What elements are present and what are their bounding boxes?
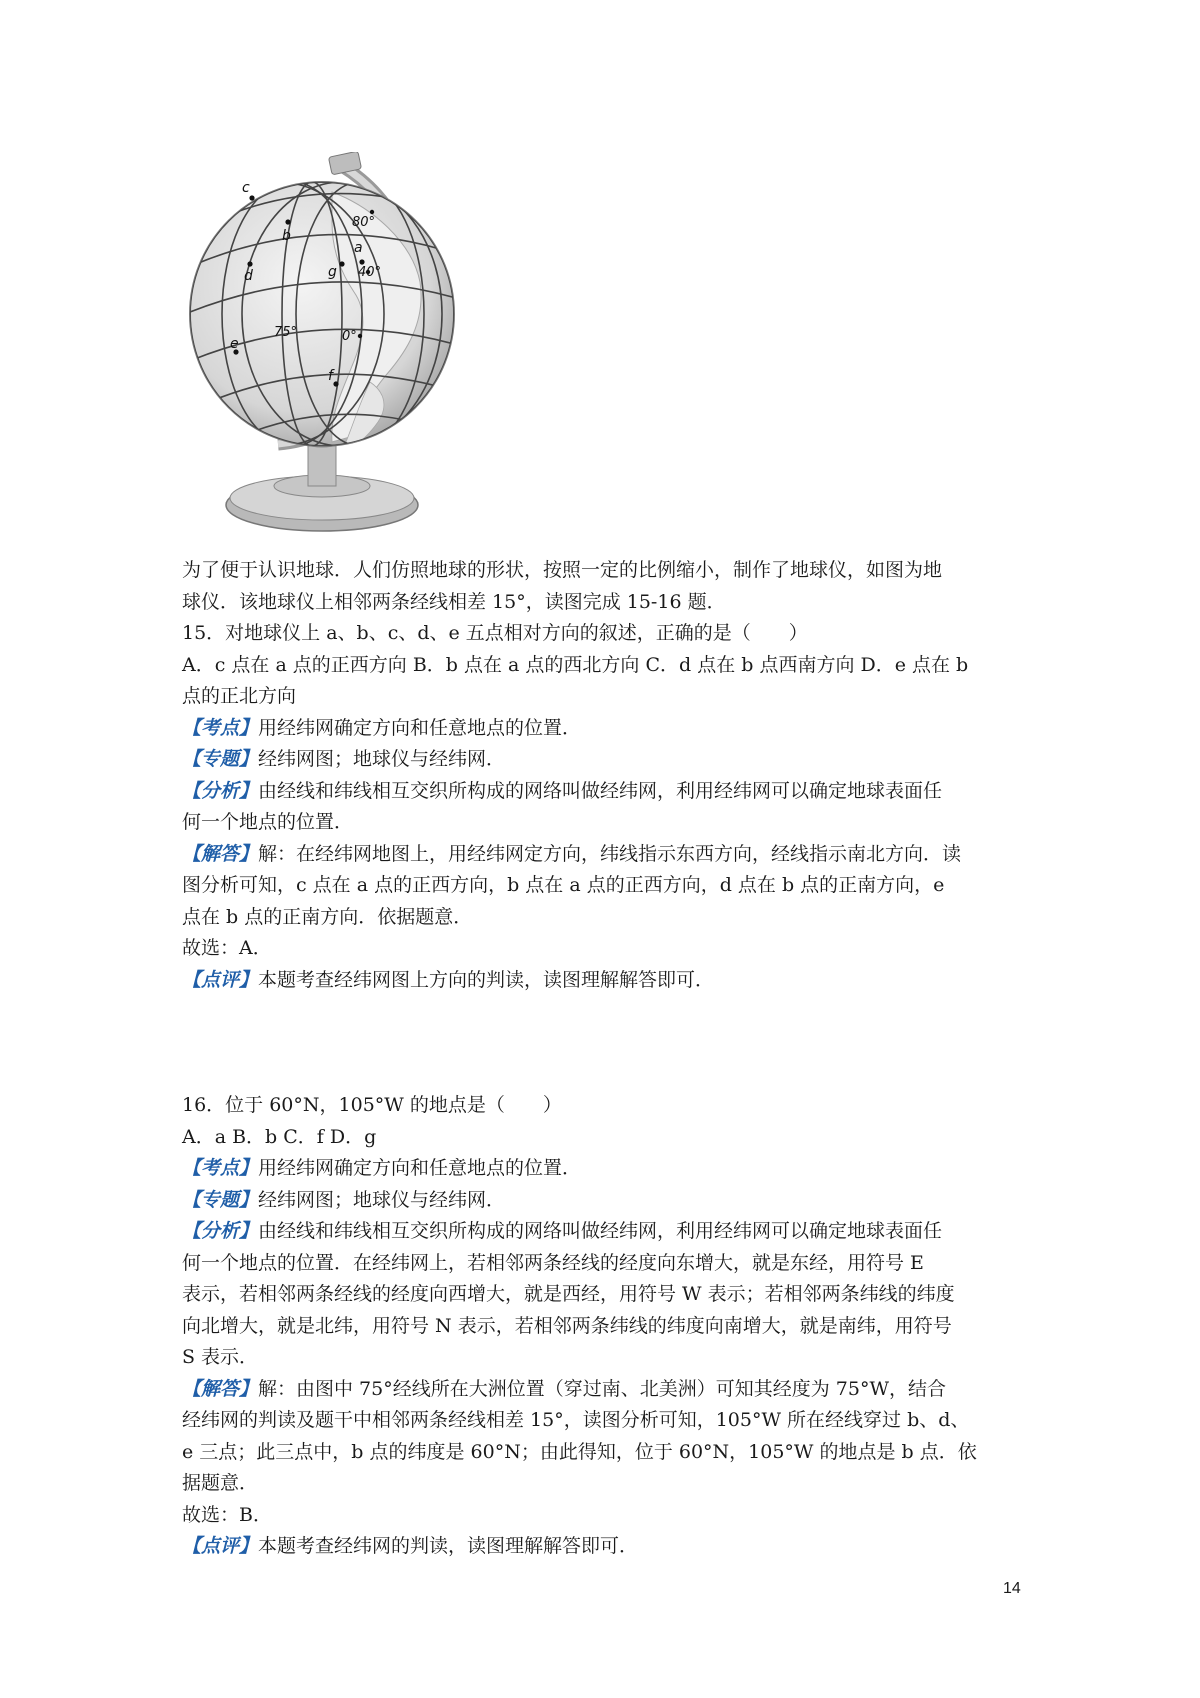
q16-kaodian	[182, 1153, 1027, 1185]
q16-dianping	[182, 1531, 1027, 1563]
label-f: f	[328, 368, 333, 384]
q15-kaodian-text: 用经纬网确定方向和任意地点的位置．	[258, 716, 582, 739]
point-0-marker	[358, 334, 362, 338]
q16-fenxi-line-2: 何一个地点的位置．在经纬网上，若相邻两条经线的经度向东增大，就是东经，用符号 E	[182, 1251, 924, 1274]
label-b: b	[282, 228, 291, 244]
globe-sphere	[182, 182, 456, 448]
label-80: 80°	[352, 215, 376, 230]
q16-fenxi-tag: 【分析】	[182, 1220, 259, 1242]
q16-jieda-line-2: 经纬网的判读及题干中相邻两条经线相差 15°，读图分析可知，105°W 所在经线穿过 b、d、	[182, 1409, 970, 1431]
q15-jieda-tag: 【解答】	[182, 842, 259, 865]
q16-zhuanti-tag: 【专题】	[182, 1188, 259, 1211]
q16-zhuanti	[182, 1185, 1027, 1217]
q15-fenxi-tag: 【分析】	[182, 779, 259, 802]
point-g-marker	[339, 261, 344, 266]
q16-fenxi-line-5: S 表示．	[182, 1346, 259, 1368]
q16-jieda-line-4: 据题意．	[182, 1472, 259, 1494]
q15-kaodian-tag: 【考点】	[182, 716, 259, 739]
q15-jieda-line-1: 解：在经纬网地图上，用经纬网定方向，纬线指示东西方向，经线指示南北方向．读	[258, 842, 962, 865]
point-a-marker	[359, 259, 364, 264]
q15-jieda-line-2: 图分析可知，c 点在 a 点的正西方向，b 点在 a 点的正西方向，d 点在 b 点的正南方向，e	[182, 874, 945, 896]
q16-zhuanti-text: 经纬网图；地球仪与经纬网．	[258, 1188, 506, 1211]
q15-jieda	[182, 839, 1027, 871]
label-0: 0°	[342, 329, 357, 344]
q15-jieda-line-3: 点在 b 点的正南方向．依据题意．	[182, 905, 473, 928]
q16-answer: 故选：B．	[182, 1503, 272, 1526]
q15-answer: 故选：A．	[182, 937, 272, 959]
point-f-marker	[333, 381, 338, 386]
q16-jieda-line-3: e 三点；此三点中，b 点的纬度是 60°N；由此得知，位于 60°N，105°W 的地点是 b 点．依	[182, 1440, 977, 1463]
q15-options-line-1: A．c 点在 a 点的正西方向 B．b 点在 a 点的西北方向 C．d 点在 b 点西南方向 D．e 点在 b	[182, 653, 969, 676]
point-80-marker	[370, 210, 374, 214]
q16-jieda	[182, 1374, 1027, 1406]
q15-zhuanti-text: 经纬网图；地球仪与经纬网．	[258, 748, 506, 770]
q15-options-line-2: 点的正北方向	[182, 685, 297, 707]
document-body	[182, 555, 1027, 1563]
q16-fenxi-line-1: 由经线和纬线相互交织所构成的网络叫做经纬网，利用经纬网可以确定地球表面任	[258, 1220, 943, 1242]
label-g: g	[328, 264, 337, 280]
q16-options: A．a B．b C．f D．g	[182, 1125, 377, 1148]
q16-fenxi	[182, 1216, 1027, 1248]
globe-figure	[182, 152, 482, 548]
q15-dianping-tag: 【点评】	[182, 968, 259, 991]
q16-jieda-tag: 【解答】	[182, 1377, 259, 1400]
point-d-marker	[247, 261, 252, 266]
point-c-marker	[249, 195, 254, 200]
label-e: e	[230, 336, 239, 352]
q15-zhuanti-tag: 【专题】	[182, 748, 259, 770]
label-a: a	[354, 240, 363, 256]
q15-dianping	[182, 965, 1027, 997]
q16-jieda-line-1: 解：由图中 75°经线所在大洲位置（穿过南、北美洲）可知其经度为 75°W，结合	[258, 1377, 946, 1400]
q15-fenxi-line-1: 由经线和纬线相互交织所构成的网络叫做经纬网，利用经纬网可以确定地球表面任	[258, 779, 943, 802]
q15-question: 15．对地球仪上 a、b、c、d、e 五点相对方向的叙述，正确的是（ ）	[182, 622, 808, 644]
label-40: 40°	[358, 265, 382, 280]
label-75: 75°	[274, 325, 298, 340]
q15-kaodian	[182, 713, 1027, 745]
intro-line-2: 球仪．该地球仪上相邻两条经线相差 15°，读图完成 15-16 题．	[182, 590, 726, 613]
label-d: d	[244, 268, 253, 284]
q15-dianping-text: 本题考查经纬网图上方向的判读，读图理解解答即可．	[258, 968, 715, 991]
intro-line-1: 为了便于认识地球．人们仿照地球的形状，按照一定的比例缩小，制作了地球仪，如图为地	[182, 559, 943, 581]
q15-zhuanti	[182, 744, 1027, 776]
q15-fenxi	[182, 776, 1027, 808]
label-c: c	[242, 180, 250, 196]
q16-fenxi-line-3: 表示，若相邻两条经线的经度向西增大，就是西经，用符号 W 表示；若相邻两条纬线的纬度	[182, 1283, 955, 1305]
section-gap	[182, 996, 1027, 1090]
q15-fenxi-line-2: 何一个地点的位置．	[182, 811, 354, 833]
point-b-marker	[285, 219, 290, 224]
q16-question: 16．位于 60°N，105°W 的地点是（ ）	[182, 1094, 562, 1116]
q16-fenxi-line-4: 向北增大，就是北纬，用符号 N 表示，若相邻两条纬线的纬度向南增大，就是南纬，用符号	[182, 1314, 952, 1337]
q16-kaodian-tag: 【考点】	[182, 1157, 259, 1179]
page-number: 14	[1003, 1580, 1021, 1597]
q16-kaodian-text: 用经纬网确定方向和任意地点的位置．	[258, 1157, 582, 1179]
q16-dianping-tag: 【点评】	[182, 1535, 259, 1557]
q16-dianping-text: 本题考查经纬网的判读，读图理解解答即可．	[258, 1535, 639, 1557]
